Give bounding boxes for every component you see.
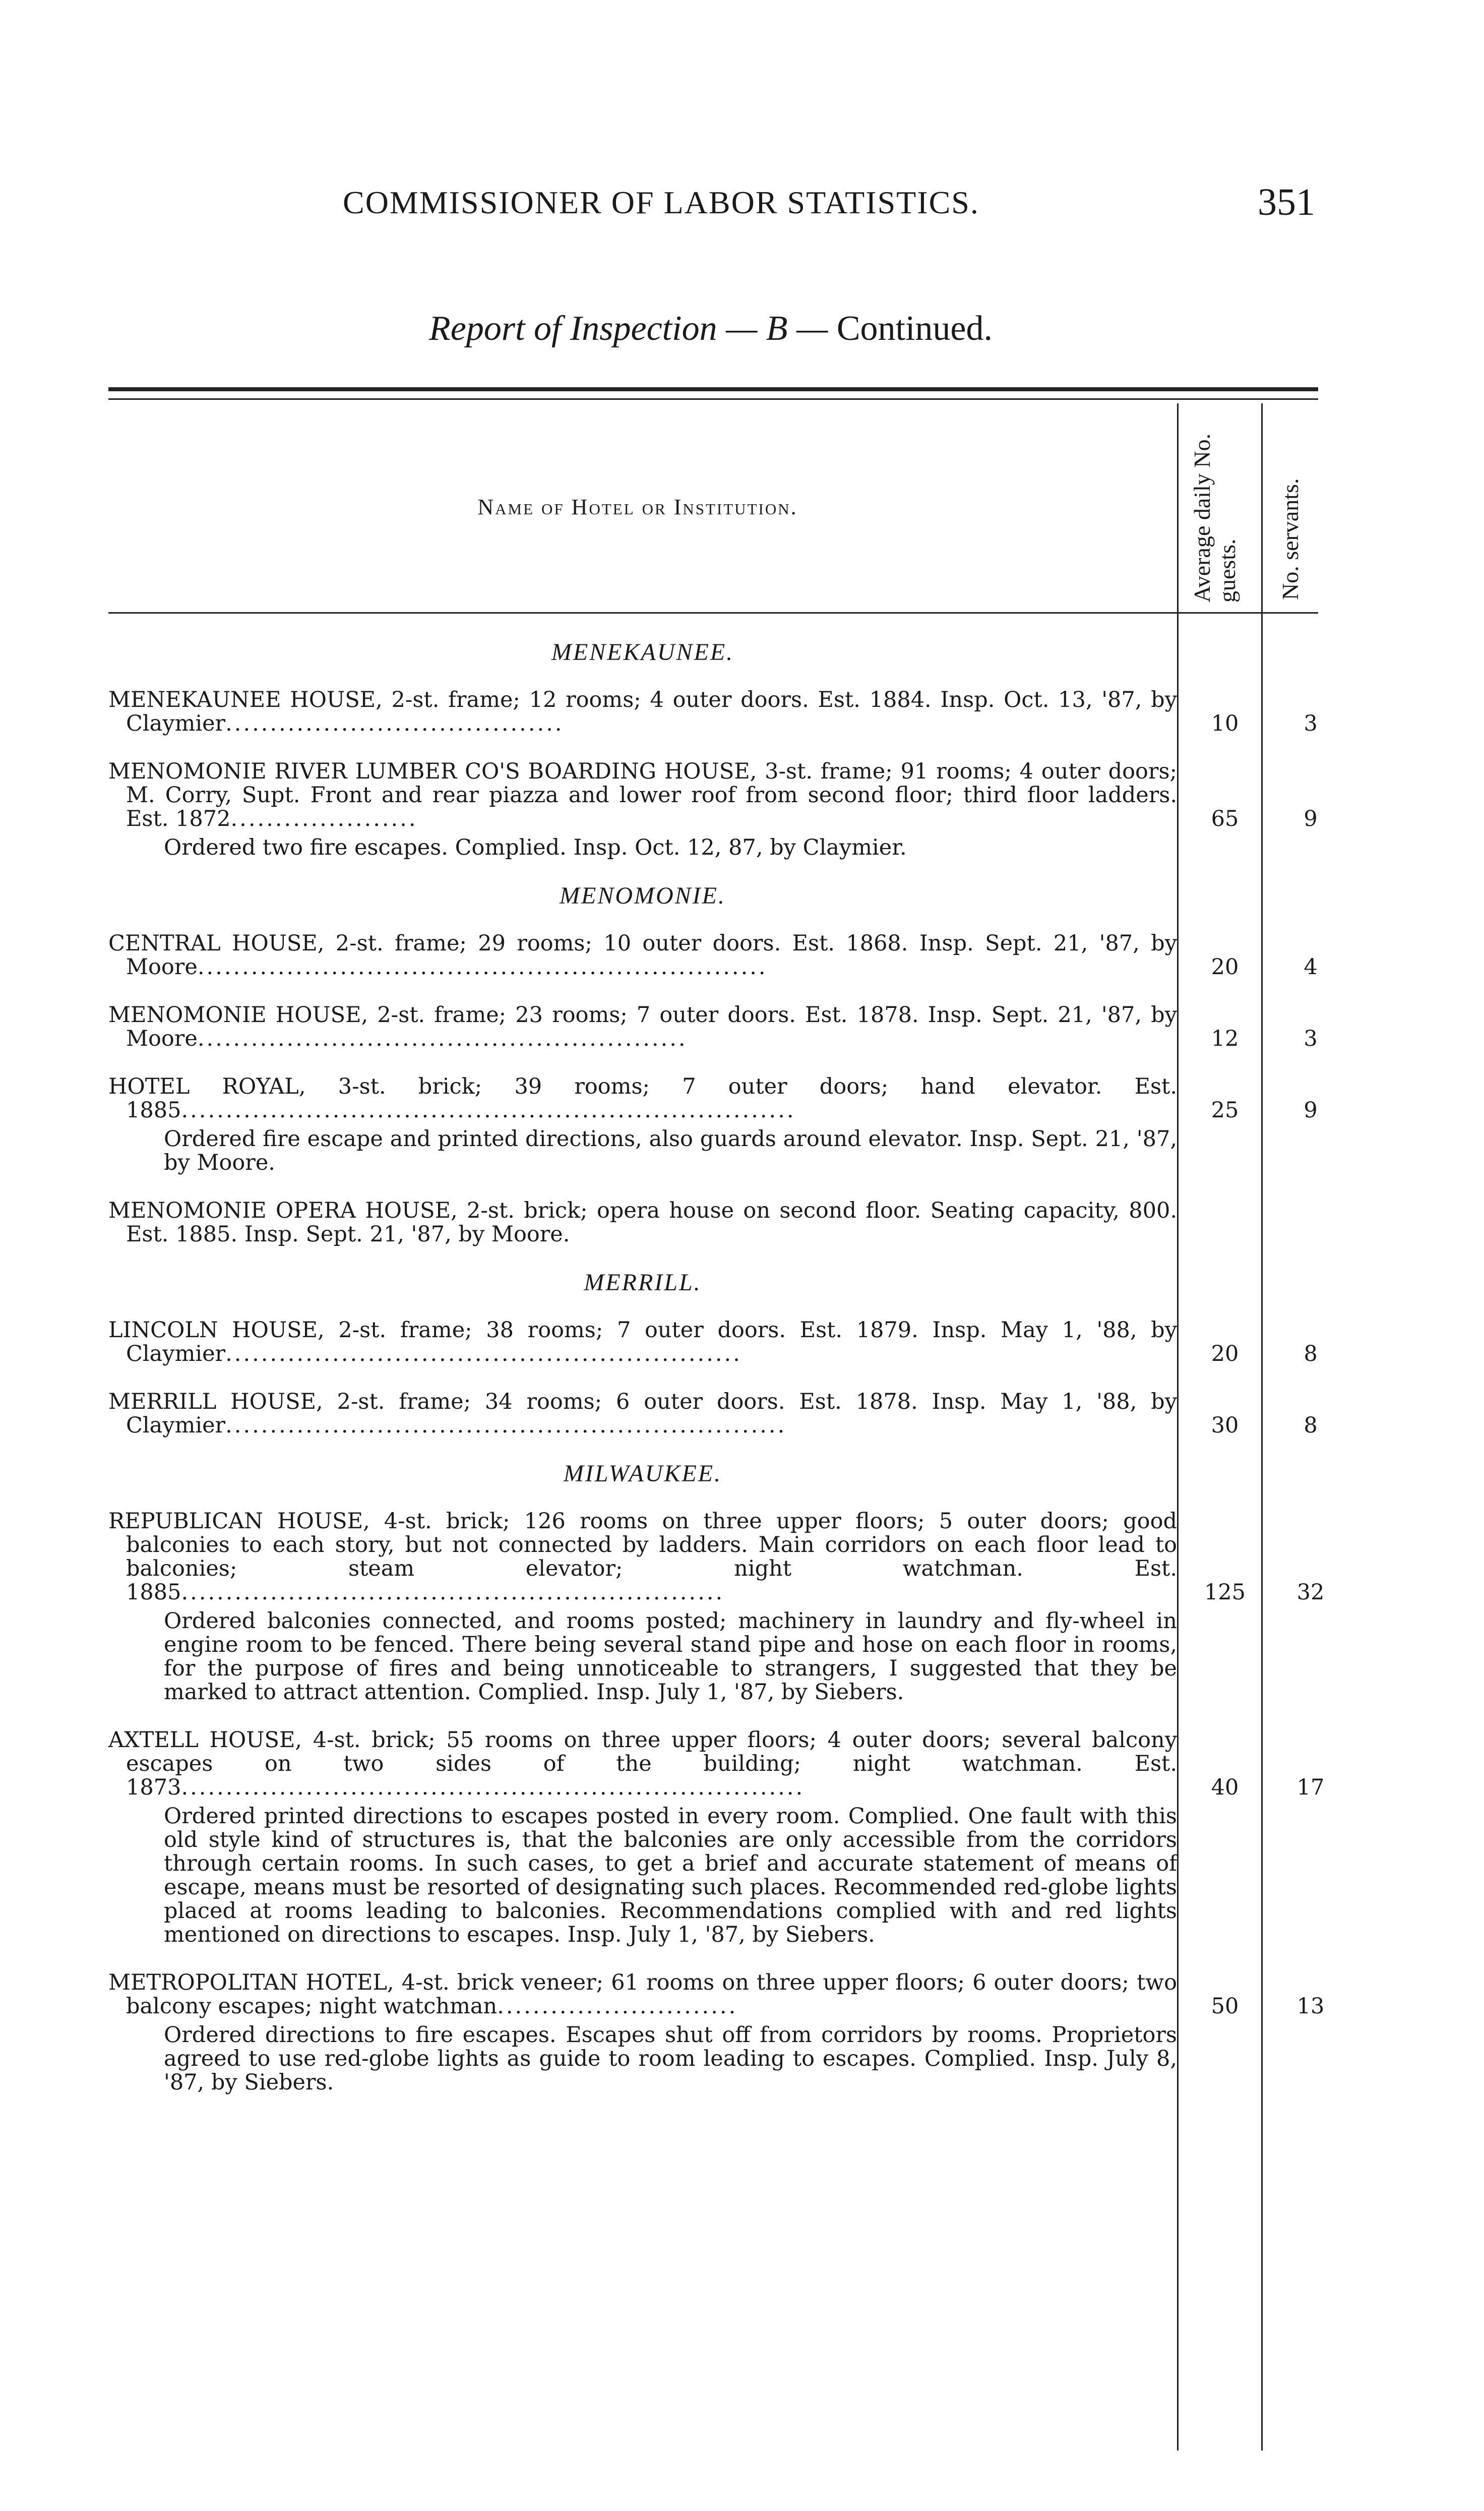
- servants-value: 3: [1304, 1026, 1318, 1051]
- entry-text: AXTELL HOUSE, 4-st. brick; 55 rooms on three upper floors; 4 outer doors; several balcony escapes on two sides of the building; night watchman. Est. 1873......................................................................: [108, 1727, 1177, 1800]
- entry-text: MERRILL HOUSE, 2-st. frame; 34 rooms; 6 outer doors. Est. 1878. Insp. May 1, '88, by Claymier...............................................................: [108, 1389, 1177, 1438]
- servants-value: 8: [1304, 1341, 1318, 1366]
- column-header-guests: Average daily No. guests.: [1189, 433, 1240, 603]
- list-item: [108, 1074, 1318, 1123]
- entry-note: Ordered directions to fire escapes. Escapes shut off from corridors by rooms. Proprietors agreed to use red-globe lights as guide to room leading to escapes. Complied. Insp. July 8, '87, by Siebers.: [164, 2022, 1177, 2095]
- entry-text: CENTRAL HOUSE, 2-st. frame; 29 rooms; 10 outer doors. Est. 1868. Insp. Sept. 21, '87, by Moore................................................................: [108, 931, 1177, 980]
- guests-value: 25: [1211, 1098, 1239, 1123]
- entry-note: Ordered printed directions to escapes posted in every room. Complied. One fault with this old style kind of structures is, that the balconies are only accessible from the corridors through certain rooms. In such cases, to get a brief and accurate statement of means of escape, means must be resorted of designating such places. Recommended red-globe lights placed at rooms leading to balconies. Recommendations complied with and red lights mentioned on directions to escapes. Insp. July 1, '87, by Siebers.: [164, 1804, 1177, 1947]
- guests-value: 65: [1211, 806, 1239, 831]
- column-divider: [1177, 403, 1179, 2450]
- servants-value: 4: [1304, 954, 1318, 980]
- entry-text: MENOMONIE HOUSE, 2-st. frame; 23 rooms; 7 outer doors. Est. 1878. Insp. Sept. 21, '87, by Moore.......................................................: [108, 1002, 1177, 1051]
- section-heading: MENOMONIE.: [560, 882, 726, 909]
- servants-value: 8: [1304, 1413, 1318, 1438]
- guests-value: 12: [1211, 1026, 1239, 1051]
- entry-text: MENOMONIE OPERA HOUSE, 2-st. brick; opera house on second floor. Seating capacity, 800. Est. 1885. Insp. Sept. 21, '87, by Moore.: [108, 1198, 1177, 1247]
- entry-text: REPUBLICAN HOUSE, 4-st. brick; 126 rooms on three upper floors; 5 outer doors; good balconies to each story, but not connected by ladders. Main corridors on each floor lead to balconies; steam elevator; night watchman. Est. 1885.............................................................: [108, 1509, 1177, 1605]
- list-item: [108, 1389, 1318, 1438]
- column-header-name: Name of Hotel or Institution.: [477, 495, 798, 519]
- list-item: [108, 1727, 1325, 1800]
- column-header-servants: No. servants.: [1277, 478, 1303, 600]
- servants-value: 17: [1296, 1775, 1325, 1800]
- subtitle-continued: Continued.: [828, 309, 993, 348]
- header-rule: [108, 612, 1318, 614]
- entry-note: Ordered fire escape and printed directions, also guards around elevator. Insp. Sept. 21, '87, by Moore.: [164, 1126, 1177, 1175]
- list-item: [108, 687, 1318, 736]
- list-item: [108, 1002, 1318, 1051]
- guests-value: 125: [1204, 1580, 1246, 1605]
- guests-value: 20: [1211, 954, 1239, 980]
- page-number: 351: [1258, 181, 1315, 223]
- entry-text: METROPOLITAN HOTEL, 4-st. brick veneer; 61 rooms on three upper floors; 6 outer doors; two balcony escapes; night watchman...........................: [108, 1970, 1177, 2019]
- running-title: COMMISSIONER OF LABOR STATISTICS.: [343, 185, 979, 220]
- table-subtitle: [0, 309, 1421, 349]
- list-item: [108, 759, 1318, 831]
- entry-text: MENEKAUNEE HOUSE, 2-st. frame; 12 rooms; 4 outer doors. Est. 1884. Insp. Oct. 13, '87, by Claymier......................................: [108, 687, 1177, 736]
- table-body: [108, 639, 1325, 2095]
- servants-value: 9: [1304, 1098, 1318, 1123]
- servants-value: 13: [1296, 1994, 1325, 2019]
- section-heading: MENEKAUNEE.: [551, 639, 734, 666]
- entry-note: Ordered balconies connected, and rooms posted; machinery in laundry and fly-wheel in engine room to be fenced. There being several stand pipe and hose on each floor in rooms, for the purpose of fires and being unnoticeable to strangers, I suggested that they be marked to attract attention. Complied. Insp. July 1, '87, by Siebers.: [164, 1608, 1177, 1705]
- list-item: [108, 1318, 1318, 1366]
- guests-value: 20: [1211, 1341, 1239, 1366]
- list-item: [108, 931, 1318, 980]
- entry-text: LINCOLN HOUSE, 2-st. frame; 38 rooms; 7 outer doors. Est. 1879. Insp. May 1, '88, by Claymier..........................................................: [108, 1318, 1177, 1366]
- section-heading: MERRILL.: [584, 1269, 702, 1296]
- top-rule-thick: [108, 387, 1318, 391]
- servants-value: 9: [1304, 806, 1318, 831]
- list-item: [108, 1970, 1325, 2019]
- guests-value: 40: [1211, 1775, 1239, 1800]
- entry-note: Ordered two fire escapes. Complied. Insp. Oct. 12, 87, by Claymier.: [164, 835, 907, 860]
- guests-value: 50: [1211, 1994, 1239, 2019]
- section-heading: MILWAUKEE.: [563, 1460, 722, 1487]
- guests-value: 10: [1211, 711, 1239, 736]
- entry-text: HOTEL ROYAL, 3-st. brick; 39 rooms; 7 outer doors; hand elevator. Est. 1885.....................................................................: [108, 1074, 1177, 1123]
- list-item: [108, 1509, 1325, 1605]
- list-item: [108, 1199, 1177, 1246]
- entry-text: MENOMONIE RIVER LUMBER CO'S BOARDING HOUSE, 3-st. frame; 91 rooms; 4 outer doors; M. Corry, Supt. Front and rear piazza and lower roof from second floor; third floor ladders. Est. 1872.....................: [108, 759, 1177, 831]
- top-rule-thin: [108, 398, 1318, 400]
- guests-value: 30: [1211, 1413, 1239, 1438]
- servants-value: 3: [1304, 711, 1318, 736]
- subtitle-italic: Report of Inspection — B —: [429, 309, 828, 348]
- servants-value: 32: [1296, 1580, 1325, 1605]
